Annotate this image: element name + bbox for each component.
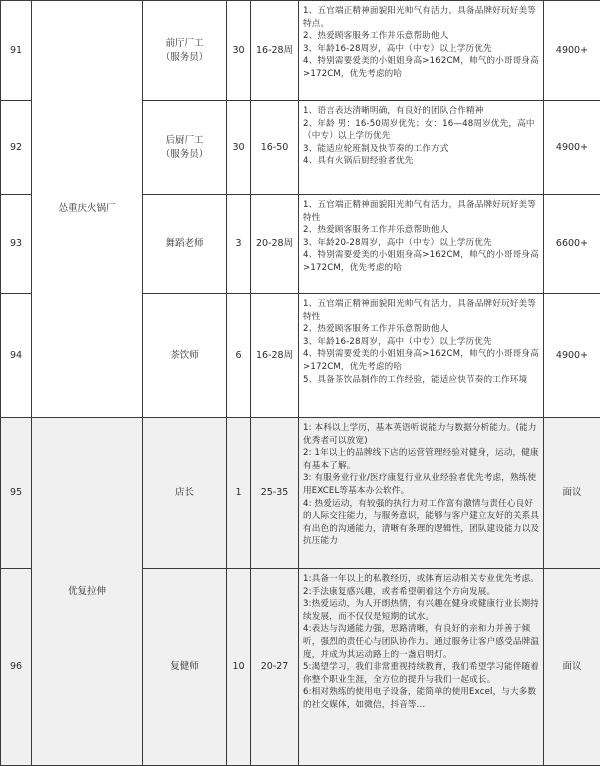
age-range: 16-50 (251, 101, 299, 195)
headcount: 10 (227, 569, 251, 766)
salary: 6600+ (544, 195, 600, 294)
headcount: 30 (227, 1, 251, 101)
salary: 面议 (544, 569, 600, 766)
table-row (1, 1, 600, 101)
headcount: 1 (227, 418, 251, 569)
row-number: 95 (1, 418, 32, 569)
headcount: 30 (227, 101, 251, 195)
row-number: 94 (1, 294, 32, 418)
row-number: 92 (1, 101, 32, 195)
row-number: 96 (1, 569, 32, 766)
company-name: 优复拉伸 (32, 418, 143, 766)
table-row (1, 418, 600, 569)
requirements: 1、五官端正精神面貌阳光帅气有活力，具备品牌好玩好美等特性 2、热爱顾客服务工作并乐意帮助他人 3、年龄16-28周岁，高中（中专）以上学历优先 4、特别需要爱美的小姐姐身高>162CM，帅气的小哥哥身高>172CM，优先考虑的哈 5、具备茶饮品制作的工作经验，能适应快节奏的工作环境 (299, 294, 544, 418)
age-range: 16-28周 (251, 1, 299, 101)
position-name: 店长 (143, 418, 227, 569)
salary: 4900+ (544, 101, 600, 195)
requirements: 1、五官端正精神面貌阳光帅气有活力，具备品牌好玩好美等特性 2、热爱顾客服务工作并乐意帮助他人 3、年龄20-28周岁，高中（中专）以上学历优先 4、特别需要爱美的小姐姐身高>162CM，帅气的小哥哥身高>172CM，优先考虑的哈 (299, 195, 544, 294)
position-name: 后厨厂工 （服务员） (143, 101, 227, 195)
age-range: 16-28周 (251, 294, 299, 418)
age-range: 20-28周 (251, 195, 299, 294)
position-name: 复健师 (143, 569, 227, 766)
requirements: 1、五官端正精神面貌阳光帅气有活力，具备品牌好玩好美等特点。 2、热爱顾客服务工作并乐意帮助他人 3、年龄16-28周岁，高中（中专）以上学历优先 4、特别需要爱美的小姐姐身高>162CM，帅气的小哥哥身高>172CM，优先考虑的哈 (299, 1, 544, 101)
row-number: 91 (1, 1, 32, 101)
position-name: 前厅厂工 （服务员） (143, 1, 227, 101)
company-name: 怂重庆火锅厂 (32, 1, 143, 418)
headcount: 3 (227, 195, 251, 294)
salary: 面议 (544, 418, 600, 569)
position-name: 茶饮师 (143, 294, 227, 418)
headcount: 6 (227, 294, 251, 418)
age-range: 20-27 (251, 569, 299, 766)
salary: 4900+ (544, 1, 600, 101)
age-range: 25-35 (251, 418, 299, 569)
requirements: 1、语言表达清晰明确，有良好的团队合作精神 2、年龄 男：16-50周岁优先；女：16—48周岁优先，高中（中专）以上学历优先 3、能适应轮班制及快节奏的工作方式 4、具有火锅后厨经验者优先 (299, 101, 544, 195)
position-name: 舞蹈老师 (143, 195, 227, 294)
requirements: 1:具备一年以上的私教经历，或体育运动相关专业优先考虑。 2:手法康复感兴趣，或者希望朝着这个方向发展。 3:热爱运动，为人开朗热情，有兴趣在健身或健康行业长期持续发展，而不仅仅是短期的试水。 4:表达与沟通能力强，思路清晰，有良好的亲和力并善于倾听，强烈的责任心与团队协作力。通过服务让客户感受品牌温度，并成为其运动路上的一盏启明灯。 5:渴望学习，我们非常重视持续教育，我们希望学习能伴随着你整个职业生涯，全方位的提升与我们一起成长。 6:相对熟练的使用电子设备，能简单的使用Excel，与大多数的社交媒体，如微信，抖音等... (299, 569, 544, 766)
requirements: 1: 本科以上学历，基本英语听说能力与数据分析能力。(能力优秀者可以放宽) 2: 1年以上的品牌线下店的运营管理经验对健身，运动，健康有基本了解。 3: 有服务业行业/医疗康复行业从业经验者优先考虑，熟练使用EXCEL等基本办公软件。 4: 热爱运动，有较强的执行力对工作富有激情与责任心良好的人际交往能力，与服务意识，能够与客户建立友好的关系具有出色的沟通能力，清晰有条理的逻辑性，团队建设能力以及抗压能力 (299, 418, 544, 569)
row-number: 93 (1, 195, 32, 294)
salary: 4900+ (544, 294, 600, 418)
